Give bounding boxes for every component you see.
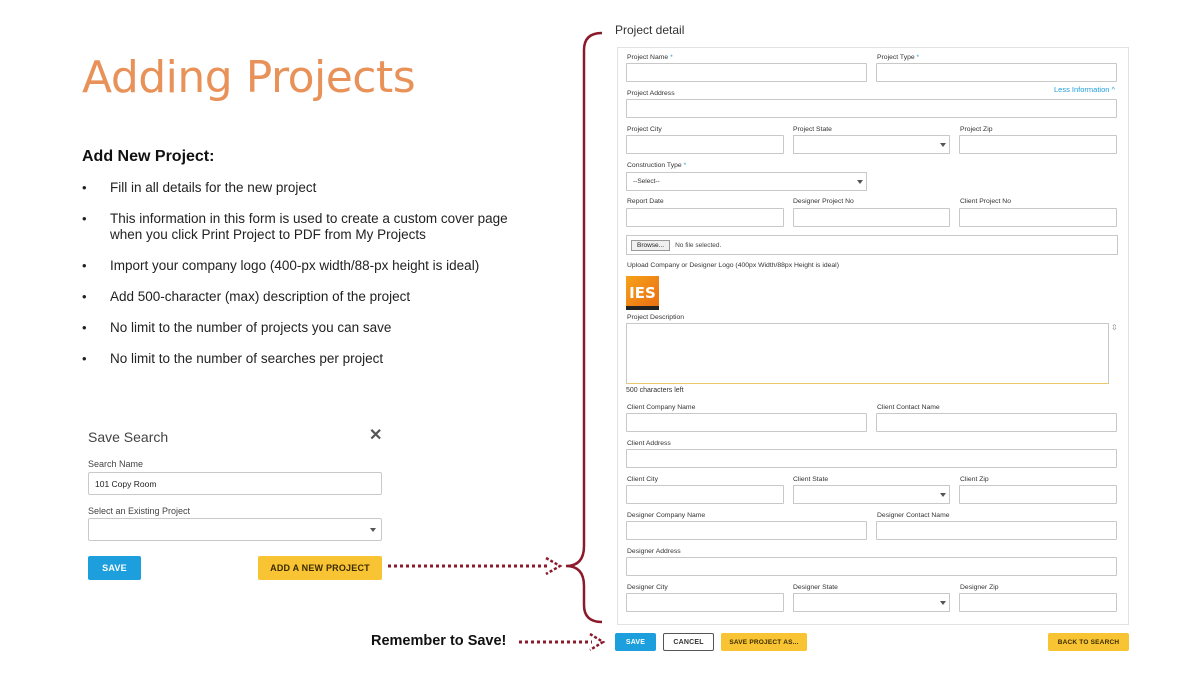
resize-icon: ⇳ [1111,323,1118,332]
construction-type-select[interactable]: --Select-- [626,172,867,191]
project-zip-label: Project Zip [960,126,993,133]
designer-company-name-label: Designer Company Name [627,512,706,519]
form-save-button[interactable]: SAVE [615,633,656,651]
back-to-search-button[interactable]: BACK TO SEARCH [1048,633,1129,651]
client-address-label: Client Address [627,440,671,447]
designer-project-no-label: Designer Project No [793,198,854,205]
bullet-item: • Import your company logo (400-px width/88-px height is ideal) [82,258,542,274]
save-search-dialog-title: Save Search [88,429,169,445]
project-city-label: Project City [627,126,662,133]
search-name-input[interactable]: 101 Copy Room [88,472,382,495]
client-company-name-label: Client Company Name [627,404,696,411]
browse-button[interactable]: Browse... [631,240,670,251]
arrowhead-icon [546,558,560,574]
client-state-label: Client State [793,476,829,483]
project-address-label: Project Address [627,90,675,97]
existing-project-label: Select an Existing Project [88,506,191,516]
project-state-label: Project State [793,126,832,133]
bullet-item: • No limit to the number of searches per project [82,351,542,367]
upload-logo-label: Upload Company or Designer Logo (400px Width/88px Height is ideal) [627,262,839,269]
client-project-no-label: Client Project No [960,198,1011,205]
project-name-label: Project Name * [627,54,673,61]
add-new-project-button[interactable]: ADD A NEW PROJECT [258,556,382,580]
curly-bracket [566,33,602,622]
slide-title: Adding Projects [82,52,416,103]
designer-state-label: Designer State [793,584,838,591]
construction-type-label: Construction Type * [627,162,687,169]
client-city-label: Client City [627,476,658,483]
client-contact-name-label: Client Contact Name [877,404,940,411]
no-file-text: No file selected. [675,241,722,249]
search-name-label: Search Name [88,459,144,469]
bullet-item: • Add 500-character (max) description of the project [82,289,542,305]
save-project-as-button[interactable]: SAVE PROJECT AS... [721,633,807,651]
bullet-item: • This information in this form is used to create a custom cover page when you click Print Project to PDF from My Projects [82,211,542,243]
company-logo: IES [626,276,659,310]
section-heading: Add New Project: [82,148,215,165]
project-detail-title: Project detail [615,23,685,37]
designer-zip-label: Designer Zip [960,584,999,591]
client-zip-label: Client Zip [960,476,989,483]
report-date-label: Report Date [627,198,664,205]
dialog-save-button[interactable]: SAVE [88,556,141,580]
characters-left: 500 characters left [626,387,684,394]
designer-city-label: Designer City [627,584,668,591]
project-type-label: Project Type * [877,54,920,61]
cancel-button[interactable]: CANCEL [663,633,714,651]
remember-to-save-callout: Remember to Save! [371,633,507,649]
bullet-item: • Fill in all details for the new project [82,180,542,196]
designer-address-label: Designer Address [627,548,681,555]
bullet-item: • No limit to the number of projects you can save [82,320,542,336]
project-description-label: Project Description [627,314,685,321]
less-information-link[interactable]: Less Information ^ [1054,85,1116,94]
designer-contact-name-label: Designer Contact Name [877,512,950,519]
close-icon[interactable]: ✕ [369,427,383,444]
